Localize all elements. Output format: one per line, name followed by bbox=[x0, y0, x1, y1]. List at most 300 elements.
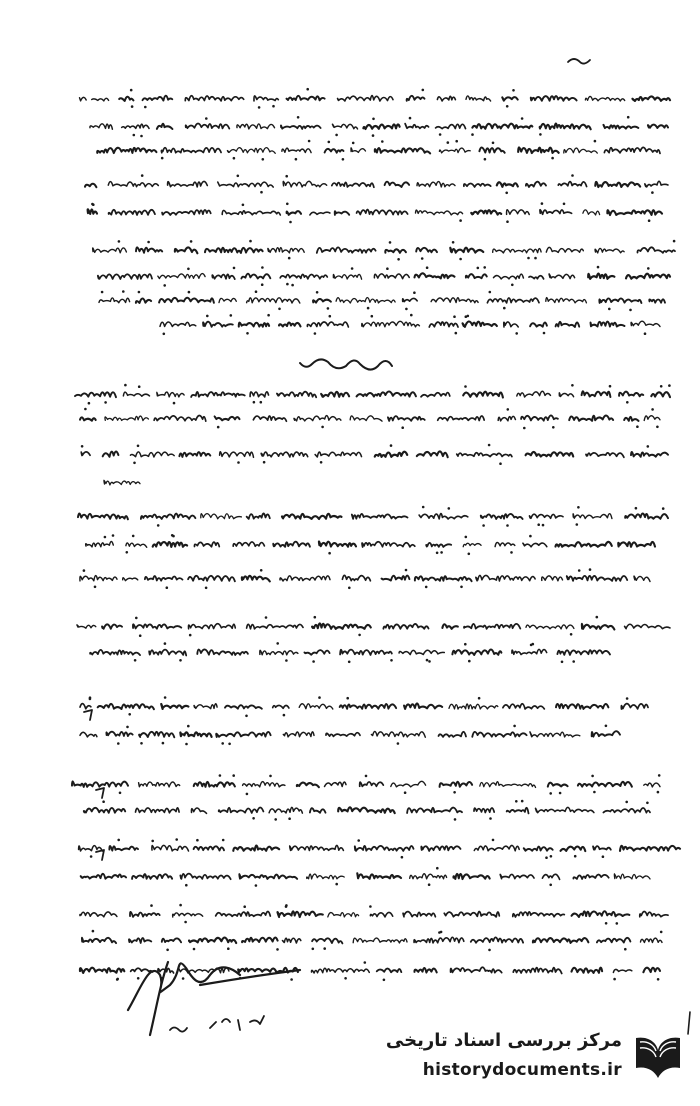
handwriting-stroke bbox=[582, 391, 611, 397]
handwriting-stroke bbox=[80, 97, 87, 101]
handwriting-stroke bbox=[626, 274, 670, 279]
handwriting-stroke bbox=[299, 704, 333, 709]
handwriting-dot bbox=[88, 402, 91, 405]
handwriting-dot bbox=[348, 661, 351, 664]
handwriting-stroke bbox=[131, 968, 153, 972]
handwriting-stroke bbox=[542, 874, 559, 879]
handwriting-stroke bbox=[109, 210, 155, 215]
handwriting-dot bbox=[405, 569, 408, 572]
handwriting-dot bbox=[381, 140, 384, 143]
handwriting-stroke bbox=[220, 452, 254, 458]
handwriting-stroke bbox=[426, 543, 451, 547]
handwriting-dot bbox=[589, 568, 592, 571]
handwriting-dot bbox=[521, 800, 524, 803]
handwriting-stroke bbox=[526, 182, 546, 187]
handwriting-dot bbox=[314, 616, 317, 619]
handwriting-dot bbox=[413, 291, 416, 294]
handwriting-stroke bbox=[640, 912, 668, 917]
handwriting-dot bbox=[117, 839, 120, 842]
handwriting-stroke bbox=[540, 124, 591, 130]
handwriting-stroke bbox=[136, 808, 180, 813]
handwriting-stroke bbox=[243, 782, 285, 787]
handwriting-stroke bbox=[513, 968, 561, 974]
handwriting-stroke bbox=[203, 322, 233, 327]
handwriting-dot bbox=[83, 569, 86, 572]
handwriting-stroke bbox=[93, 248, 127, 253]
handwriting-dot bbox=[452, 241, 455, 244]
handwriting-stroke bbox=[421, 846, 460, 851]
handwriting-dot bbox=[255, 290, 258, 293]
handwriting-dot bbox=[454, 818, 457, 821]
handwriting-dot bbox=[436, 552, 439, 555]
handwriting-dot bbox=[219, 774, 222, 777]
handwriting-dot bbox=[187, 725, 190, 728]
handwriting-dot bbox=[578, 569, 581, 572]
handwriting-stroke bbox=[641, 938, 663, 942]
handwriting-stroke bbox=[122, 124, 149, 128]
header-mark-stroke bbox=[568, 59, 590, 64]
handwriting-stroke bbox=[583, 210, 600, 215]
handwriting-stroke bbox=[599, 298, 641, 303]
handwriting-dot bbox=[459, 219, 462, 222]
handwriting-dot bbox=[157, 524, 160, 527]
handwriting-stroke bbox=[250, 392, 268, 397]
handwriting-dot bbox=[673, 240, 676, 243]
handwriting-stroke bbox=[325, 782, 347, 786]
handwriting-dot bbox=[591, 775, 594, 778]
handwriting-dot bbox=[410, 314, 413, 317]
handwriting-dot bbox=[613, 978, 616, 981]
handwriting-stroke bbox=[540, 210, 572, 215]
handwriting-stroke bbox=[625, 514, 668, 519]
handwriting-stroke bbox=[404, 703, 442, 708]
handwriting-dot bbox=[597, 266, 600, 269]
handwriting-stroke bbox=[188, 576, 235, 582]
handwriting-stroke bbox=[205, 248, 263, 253]
handwriting-stroke bbox=[279, 322, 301, 326]
handwriting-stroke bbox=[338, 96, 393, 101]
handwriting-dot bbox=[459, 258, 462, 261]
handwriting-dot bbox=[626, 697, 629, 700]
item-number-stroke bbox=[84, 710, 92, 720]
handwriting-dot bbox=[464, 643, 467, 646]
handwriting-dot bbox=[286, 283, 289, 286]
handwriting-stroke bbox=[593, 846, 611, 850]
handwriting-dot bbox=[252, 817, 255, 820]
handwriting-dot bbox=[135, 617, 138, 620]
handwriting-dot bbox=[272, 105, 275, 108]
handwriting-stroke bbox=[546, 298, 587, 303]
handwriting-dot bbox=[222, 839, 225, 842]
handwriting-stroke bbox=[132, 874, 172, 879]
handwriting-stroke bbox=[233, 846, 279, 851]
handwriting-stroke bbox=[90, 124, 112, 129]
handwriting-stroke bbox=[399, 650, 444, 654]
handwriting-dot bbox=[428, 660, 431, 663]
handwriting-dot bbox=[488, 949, 491, 952]
handwriting-dot bbox=[545, 856, 548, 859]
handwriting-stroke bbox=[439, 732, 467, 737]
handwriting-stroke bbox=[321, 392, 349, 397]
date-stroke bbox=[170, 1016, 264, 1032]
handwriting-dot bbox=[184, 921, 187, 924]
handwriting-dot bbox=[657, 791, 660, 794]
handwriting-stroke bbox=[457, 453, 512, 457]
handwriting-dot bbox=[512, 89, 515, 92]
handwriting-dot bbox=[255, 884, 258, 887]
handwriting-dot bbox=[552, 426, 555, 429]
handwriting-stroke bbox=[436, 124, 466, 128]
handwriting-stroke bbox=[332, 124, 357, 129]
handwriting-stroke bbox=[98, 704, 154, 709]
handwriting-stroke bbox=[357, 392, 416, 397]
handwriting-stroke bbox=[495, 543, 515, 547]
handwriting-stroke bbox=[326, 733, 360, 737]
handwriting-dot bbox=[150, 904, 153, 907]
handwriting-dot bbox=[371, 315, 374, 318]
handwriting-stroke bbox=[453, 874, 489, 879]
handwriting-stroke bbox=[273, 542, 310, 547]
handwriting-dot bbox=[267, 314, 270, 317]
handwriting-stroke bbox=[280, 274, 327, 278]
handwriting-stroke bbox=[310, 212, 330, 215]
handwriting-dot bbox=[312, 948, 315, 951]
handwriting-stroke bbox=[481, 514, 523, 519]
handwriting-dot bbox=[515, 332, 518, 335]
handwriting-dot bbox=[357, 839, 360, 842]
handwriting-stroke bbox=[362, 321, 420, 327]
handwriting-stroke bbox=[185, 96, 243, 101]
handwriting-stroke bbox=[429, 322, 458, 327]
handwriting-stroke bbox=[546, 247, 583, 252]
handwriting-stroke bbox=[242, 938, 278, 943]
handwriting-stroke bbox=[294, 416, 341, 421]
handwriting-stroke bbox=[152, 845, 189, 851]
handwriting-dot bbox=[253, 401, 256, 404]
handwriting-stroke bbox=[466, 96, 491, 101]
handwriting-dot bbox=[179, 659, 182, 662]
handwriting-stroke bbox=[357, 873, 401, 878]
handwriting-stroke bbox=[507, 210, 530, 215]
handwriting-stroke bbox=[105, 416, 148, 420]
handwriting-stroke bbox=[143, 96, 173, 101]
handwriting-dot bbox=[625, 801, 628, 804]
handwriting-dot bbox=[205, 117, 208, 120]
handwriting-dot bbox=[510, 551, 513, 554]
handwriting-stroke bbox=[227, 148, 275, 154]
handwriting-dot bbox=[515, 800, 518, 803]
handwriting-dot bbox=[175, 838, 178, 841]
handwriting-stroke bbox=[103, 451, 119, 456]
handwriting-stroke bbox=[383, 624, 428, 629]
handwriting-dot bbox=[171, 534, 174, 537]
handwriting-stroke bbox=[592, 731, 620, 736]
handwriting-dot bbox=[185, 884, 188, 887]
handwriting-stroke bbox=[559, 393, 573, 397]
handwriting-stroke bbox=[526, 625, 574, 629]
handwriting-dot bbox=[440, 931, 443, 934]
handwriting-dot bbox=[283, 714, 286, 717]
handwriting-stroke bbox=[530, 323, 547, 327]
handwriting-dot bbox=[164, 642, 167, 645]
handwriting-stroke bbox=[578, 782, 632, 787]
handwriting-stroke bbox=[507, 808, 529, 814]
handwriting-dot bbox=[596, 616, 599, 619]
handwriting-stroke bbox=[173, 913, 203, 917]
handwriting-dot bbox=[465, 536, 468, 539]
handwriting-stroke bbox=[268, 248, 304, 253]
handwriting-stroke bbox=[126, 543, 147, 547]
handwriting-stroke bbox=[328, 913, 359, 917]
handwriting-dot bbox=[453, 791, 456, 794]
handwriting-stroke bbox=[613, 969, 631, 972]
handwriting-stroke bbox=[269, 807, 302, 813]
handwriting-stroke bbox=[572, 911, 630, 917]
handwriting-stroke bbox=[444, 912, 499, 917]
handwriting-stroke bbox=[391, 781, 426, 787]
handwriting-dot bbox=[101, 291, 104, 294]
handwriting-stroke bbox=[342, 575, 370, 580]
handwriting-stroke bbox=[523, 543, 547, 547]
handwriting-dot bbox=[364, 961, 367, 964]
handwriting-dot bbox=[636, 425, 639, 428]
handwriting-stroke bbox=[604, 147, 660, 153]
handwriting-dot bbox=[369, 905, 372, 908]
handwriting-stroke bbox=[212, 274, 235, 279]
handwriting-stroke bbox=[542, 576, 563, 581]
handwriting-stroke bbox=[123, 392, 149, 396]
handwriting-dot bbox=[276, 642, 279, 645]
handwriting-stroke bbox=[139, 732, 174, 738]
handwriting-stroke bbox=[442, 624, 457, 629]
handwriting-stroke bbox=[106, 732, 132, 736]
handwriting-dot bbox=[138, 385, 141, 388]
handwriting-stroke bbox=[452, 649, 501, 655]
handwriting-stroke bbox=[254, 96, 278, 101]
handwriting-stroke bbox=[81, 874, 126, 879]
open-book-logo-icon bbox=[630, 1028, 686, 1084]
handwriting-dot bbox=[658, 774, 661, 777]
handwriting-stroke bbox=[634, 576, 650, 581]
handwriting-dot bbox=[237, 461, 240, 464]
handwriting-stroke bbox=[536, 807, 594, 812]
handwriting-stroke bbox=[388, 416, 425, 421]
handwriting-stroke bbox=[86, 541, 114, 546]
item-number-stroke bbox=[96, 788, 104, 798]
handwriting-stroke bbox=[440, 782, 473, 787]
handwriting-dot bbox=[647, 445, 650, 448]
handwriting-stroke bbox=[186, 123, 230, 128]
handwriting-stroke bbox=[548, 783, 568, 787]
handwriting-dot bbox=[314, 332, 317, 335]
handwriting-stroke bbox=[414, 968, 436, 972]
handwriting-stroke bbox=[84, 808, 125, 813]
handwriting-dot bbox=[507, 408, 510, 411]
handwriting-stroke bbox=[573, 875, 608, 879]
handwriting-stroke bbox=[290, 845, 344, 850]
handwriting-dot bbox=[521, 117, 524, 120]
handwriting-stroke bbox=[549, 274, 575, 279]
handwriting-dot bbox=[460, 586, 463, 589]
handwriting-stroke bbox=[260, 650, 298, 654]
handwriting-stroke bbox=[340, 704, 396, 709]
handwriting-dot bbox=[660, 385, 663, 388]
handwriting-stroke bbox=[154, 416, 206, 422]
handwriting-dot bbox=[90, 855, 93, 858]
handwriting-stroke bbox=[281, 125, 321, 128]
handwriting-stroke bbox=[607, 210, 662, 215]
handwriting-dot bbox=[117, 742, 120, 745]
handwriting-stroke bbox=[644, 416, 660, 421]
handwriting-dot bbox=[563, 203, 566, 206]
handwriting-stroke bbox=[241, 274, 270, 279]
handwriting-stroke bbox=[370, 912, 392, 916]
handwriting-dot bbox=[233, 267, 236, 270]
handwriting-stroke bbox=[410, 874, 447, 879]
handwriting-stroke bbox=[631, 452, 668, 457]
handwriting-stroke bbox=[191, 808, 206, 813]
handwriting-dot bbox=[166, 586, 169, 589]
handwriting-stroke bbox=[471, 937, 523, 942]
handwriting-stroke bbox=[645, 181, 668, 187]
handwriting-dot bbox=[471, 133, 474, 136]
handwriting-dot bbox=[342, 158, 345, 161]
handwriting-dot bbox=[523, 427, 526, 430]
handwriting-stroke bbox=[416, 248, 437, 252]
handwriting-stroke bbox=[603, 808, 650, 813]
handwriting-stroke bbox=[648, 125, 668, 128]
handwriting-stroke bbox=[222, 210, 280, 215]
handwriting-stroke bbox=[472, 124, 532, 129]
handwriting-dot bbox=[351, 267, 354, 270]
handwriting-dot bbox=[151, 840, 154, 843]
handwriting-dot bbox=[651, 408, 654, 411]
handwriting-dot bbox=[132, 535, 135, 538]
handwriting-dot bbox=[262, 158, 265, 161]
handwriting-stroke bbox=[417, 451, 448, 457]
handwriting-dot bbox=[261, 266, 264, 269]
handwriting-dot bbox=[549, 884, 552, 887]
handwriting-dot bbox=[492, 142, 495, 145]
handwriting-dot bbox=[605, 725, 608, 728]
handwriting-stroke bbox=[286, 96, 324, 101]
handwriting-stroke bbox=[603, 125, 638, 129]
handwriting-dot bbox=[503, 307, 506, 310]
handwriting-stroke bbox=[157, 392, 184, 397]
handwriting-stroke bbox=[139, 782, 180, 787]
handwriting-dot bbox=[133, 462, 136, 465]
handwriting-dot bbox=[329, 315, 332, 318]
handwriting-dot bbox=[179, 904, 182, 907]
handwriting-dot bbox=[401, 856, 404, 859]
handwriting-dot bbox=[276, 948, 279, 951]
handwriting-dot bbox=[288, 257, 291, 260]
handwriting-stroke bbox=[136, 247, 162, 252]
handwriting-stroke bbox=[360, 782, 384, 786]
handwriting-dot bbox=[551, 157, 554, 160]
handwriting-stroke bbox=[498, 416, 515, 421]
handwriting-stroke bbox=[194, 846, 224, 850]
handwriting-stroke bbox=[287, 211, 301, 215]
handwriting-dot bbox=[242, 204, 245, 207]
handwriting-dot bbox=[318, 696, 321, 699]
handwriting-stroke bbox=[191, 392, 245, 397]
handwriting-dot bbox=[571, 174, 574, 177]
handwriting-dot bbox=[89, 698, 92, 701]
handwriting-stroke bbox=[618, 542, 655, 547]
handwriting-dot bbox=[511, 284, 514, 287]
handwriting-dot bbox=[646, 802, 649, 805]
handwriting-dot bbox=[221, 742, 224, 745]
handwriting-dot bbox=[263, 461, 266, 464]
handwriting-stroke bbox=[333, 274, 361, 279]
handwriting-dot bbox=[291, 284, 294, 287]
handwriting-dot bbox=[404, 791, 407, 794]
handwriting-stroke bbox=[632, 96, 670, 101]
handwriting-stroke bbox=[466, 274, 487, 278]
handwriting-stroke bbox=[414, 937, 464, 943]
handwriting-dot bbox=[464, 385, 467, 388]
handwriting-dot bbox=[616, 922, 619, 925]
handwriting-dot bbox=[352, 142, 355, 145]
handwriting-dot bbox=[344, 977, 347, 980]
handwriting-dot bbox=[629, 309, 632, 312]
handwriting-stroke bbox=[194, 782, 235, 787]
handwriting-stroke bbox=[438, 416, 485, 421]
handwriting-dot bbox=[278, 308, 281, 311]
handwriting-dot bbox=[513, 725, 516, 728]
handwriting-stroke bbox=[197, 649, 248, 655]
handwriting-stroke bbox=[216, 912, 271, 917]
handwriting-dot bbox=[205, 587, 208, 590]
handwriting-stroke bbox=[304, 650, 329, 655]
handwriting-dot bbox=[576, 523, 579, 526]
handwriting-dot bbox=[295, 158, 298, 161]
handwriting-stroke bbox=[590, 322, 624, 327]
handwriting-stroke bbox=[98, 274, 152, 279]
handwriting-stroke bbox=[233, 542, 264, 546]
handwriting-stroke bbox=[377, 969, 402, 973]
handwriting-stroke bbox=[374, 274, 409, 279]
handwriting-stroke bbox=[317, 247, 376, 253]
handwriting-dot bbox=[367, 307, 370, 310]
handwriting-stroke bbox=[421, 393, 450, 397]
handwriting-stroke bbox=[237, 124, 275, 129]
handwriting-dot bbox=[131, 105, 134, 108]
handwriting-dot bbox=[269, 775, 272, 778]
handwriting-stroke bbox=[513, 912, 565, 917]
handwriting-stroke bbox=[529, 514, 563, 518]
handwriting-dot bbox=[505, 192, 508, 195]
handwriting-dot bbox=[141, 174, 144, 177]
handwriting-stroke bbox=[350, 416, 382, 421]
handwriting-stroke bbox=[431, 298, 478, 303]
handwriting-dot bbox=[506, 524, 509, 527]
handwriting-dot bbox=[249, 240, 252, 243]
handwriting-dot bbox=[532, 643, 535, 646]
handwriting-stroke bbox=[219, 298, 236, 302]
handwriting-stroke bbox=[161, 148, 221, 153]
handwriting-stroke bbox=[312, 623, 371, 628]
handwriting-stroke bbox=[502, 97, 517, 101]
handwriting-dot bbox=[116, 978, 119, 981]
handwriting-stroke bbox=[332, 182, 374, 187]
handwriting-dot bbox=[537, 523, 540, 526]
handwriting-stroke bbox=[218, 182, 273, 187]
handwriting-dot bbox=[489, 817, 492, 820]
handwriting-dot bbox=[488, 444, 491, 447]
handwriting-dot bbox=[246, 332, 249, 335]
